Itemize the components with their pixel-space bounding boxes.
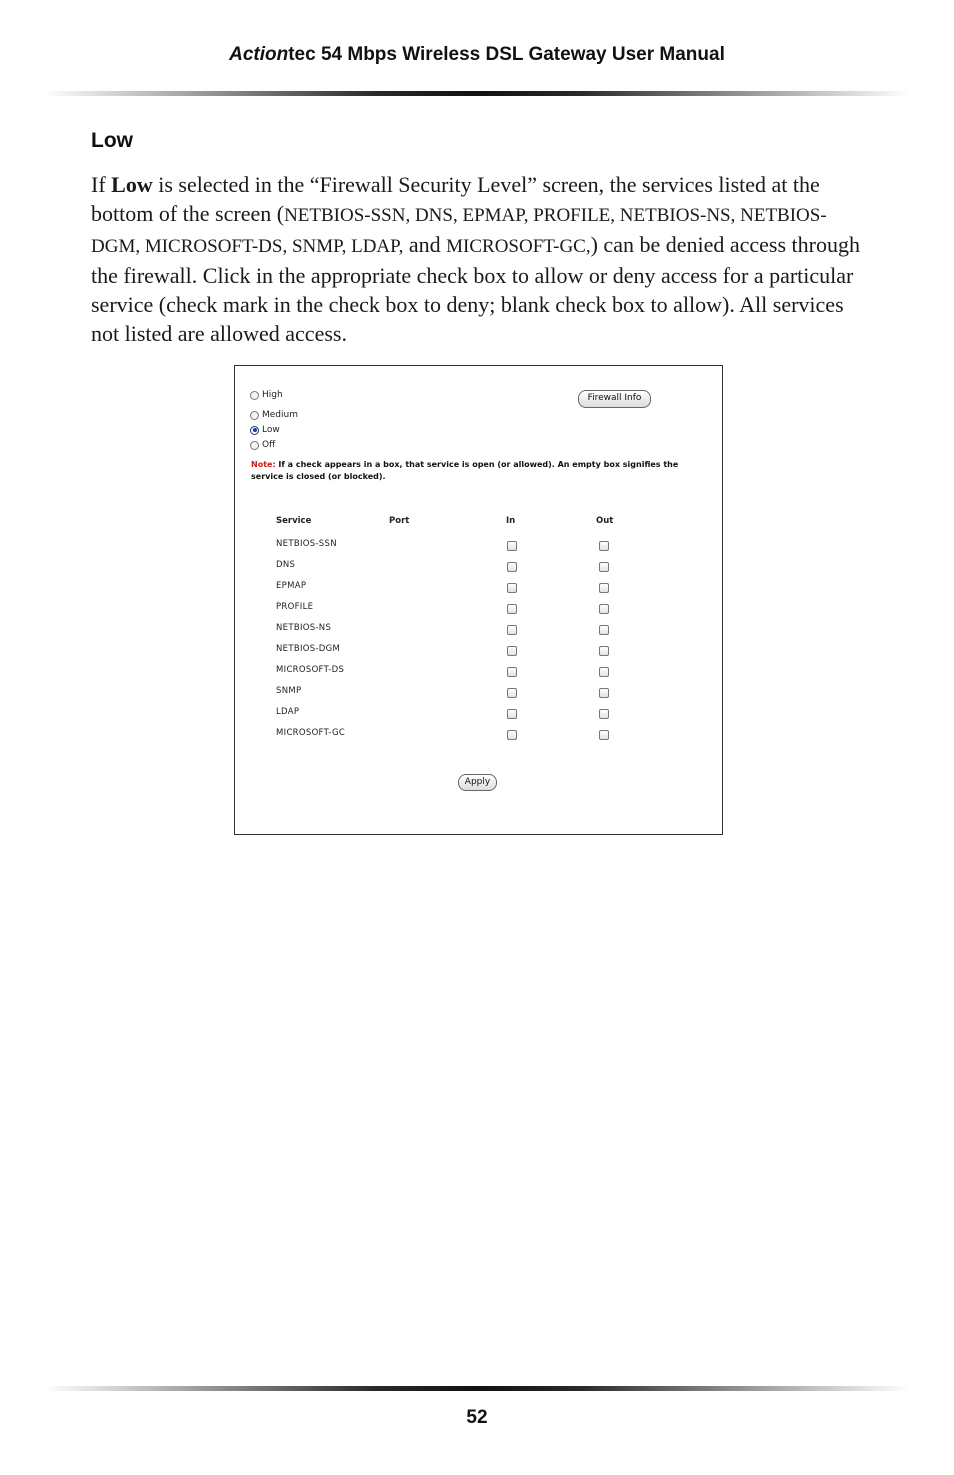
- last-service-text: MICROSOFT-GC,: [446, 236, 591, 257]
- service-name: NETBIOS-SSN: [276, 539, 337, 549]
- table-row: [276, 686, 676, 707]
- manual-header-title: [0, 44, 954, 66]
- in-checkbox[interactable]: [507, 730, 517, 740]
- service-name: NETBIOS-NS: [276, 623, 332, 633]
- radio-medium[interactable]: [250, 410, 298, 420]
- service-name: DNS: [276, 560, 296, 570]
- header-title-rest: tec 54 Mbps Wireless DSL Gateway User Manual: [288, 44, 725, 65]
- radio-label-high: High: [262, 390, 283, 400]
- in-checkbox[interactable]: [507, 541, 517, 551]
- radio-label-off: Off: [262, 440, 276, 450]
- body-paragraph: If Low is selected in the “Firewall Security Level” screen, the services listed at the bottom of the screen (NETBIOS-SSN, DNS, EPMAP, PROFILE, NETBIOS-NS, NETBIOS-DGM, MICROSOFT-DS, SNMP, LDAP, and MICROSOFT-GC,) can be denied access through the firewall. Click in the appropriate check box to allow or deny access for a particular service (check mark in the check box to deny; blank check box to allow). All services not listed are allowed access.: [91, 172, 860, 346]
- service-name: MICROSOFT-GC: [276, 728, 346, 738]
- out-checkbox[interactable]: [599, 730, 609, 740]
- radio-button-off[interactable]: [250, 441, 259, 450]
- service-name: LDAP: [276, 707, 300, 717]
- firewall-settings-screenshot: [234, 365, 723, 835]
- column-header-in: In: [506, 516, 516, 526]
- service-name: EPMAP: [276, 581, 307, 591]
- radio-button-low-selected[interactable]: [250, 426, 259, 435]
- out-checkbox[interactable]: [599, 562, 609, 572]
- service-name: SNMP: [276, 686, 302, 696]
- radio-low[interactable]: [250, 425, 280, 435]
- table-row: [276, 665, 676, 686]
- in-checkbox[interactable]: [507, 562, 517, 572]
- bold-low: Low: [111, 172, 153, 197]
- firewall-info-button[interactable]: Firewall Info: [578, 390, 651, 408]
- column-header-port: Port: [389, 516, 410, 526]
- in-checkbox[interactable]: [507, 625, 517, 635]
- table-row: [276, 602, 676, 623]
- out-checkbox[interactable]: [599, 667, 609, 677]
- out-checkbox[interactable]: [599, 583, 609, 593]
- out-checkbox[interactable]: [599, 541, 609, 551]
- in-checkbox[interactable]: [507, 709, 517, 719]
- services-list-text: NETBIOS-SSN, DNS, EPMAP, PROFILE, NETBIOS-NS, NETBIOS-DGM, MICROSOFT-DS, SNMP, LDAP,: [91, 205, 827, 257]
- out-checkbox[interactable]: [599, 709, 609, 719]
- radio-high[interactable]: [250, 390, 283, 400]
- out-checkbox[interactable]: [599, 625, 609, 635]
- service-name: PROFILE: [276, 602, 314, 612]
- radio-button-medium[interactable]: [250, 411, 259, 420]
- in-checkbox[interactable]: [507, 604, 517, 614]
- out-checkbox[interactable]: [599, 688, 609, 698]
- note-label: Note:: [251, 460, 276, 469]
- table-row: [276, 707, 676, 728]
- out-checkbox[interactable]: [599, 604, 609, 614]
- radio-label-medium: Medium: [262, 410, 298, 420]
- section-heading: Low: [91, 129, 133, 152]
- table-row: [276, 728, 676, 749]
- table-row: [276, 581, 676, 602]
- in-checkbox[interactable]: [507, 583, 517, 593]
- service-name: NETBIOS-DGM: [276, 644, 341, 654]
- column-header-out: Out: [596, 516, 614, 526]
- table-row: [276, 539, 676, 560]
- radio-off[interactable]: [250, 440, 275, 450]
- radio-button-high[interactable]: [250, 391, 259, 400]
- note-text: Note: If a check appears in a box, that service is open (or allowed). An empty box signifies the service is closed (or blocked).: [251, 460, 679, 481]
- table-row: [276, 623, 676, 644]
- apply-button[interactable]: Apply: [458, 774, 497, 791]
- service-name: MICROSOFT-DS: [276, 665, 345, 675]
- radio-label-low: Low: [262, 425, 280, 435]
- in-checkbox[interactable]: [507, 646, 517, 656]
- in-checkbox[interactable]: [507, 688, 517, 698]
- column-header-service: Service: [276, 516, 312, 526]
- table-row: [276, 560, 676, 581]
- footer-divider: [44, 1386, 910, 1391]
- page-number: 52: [466, 1407, 488, 1428]
- header-divider: [44, 91, 910, 96]
- out-checkbox[interactable]: [599, 646, 609, 656]
- table-row: [276, 644, 676, 665]
- in-checkbox[interactable]: [507, 667, 517, 677]
- brand-action: Action: [229, 44, 289, 65]
